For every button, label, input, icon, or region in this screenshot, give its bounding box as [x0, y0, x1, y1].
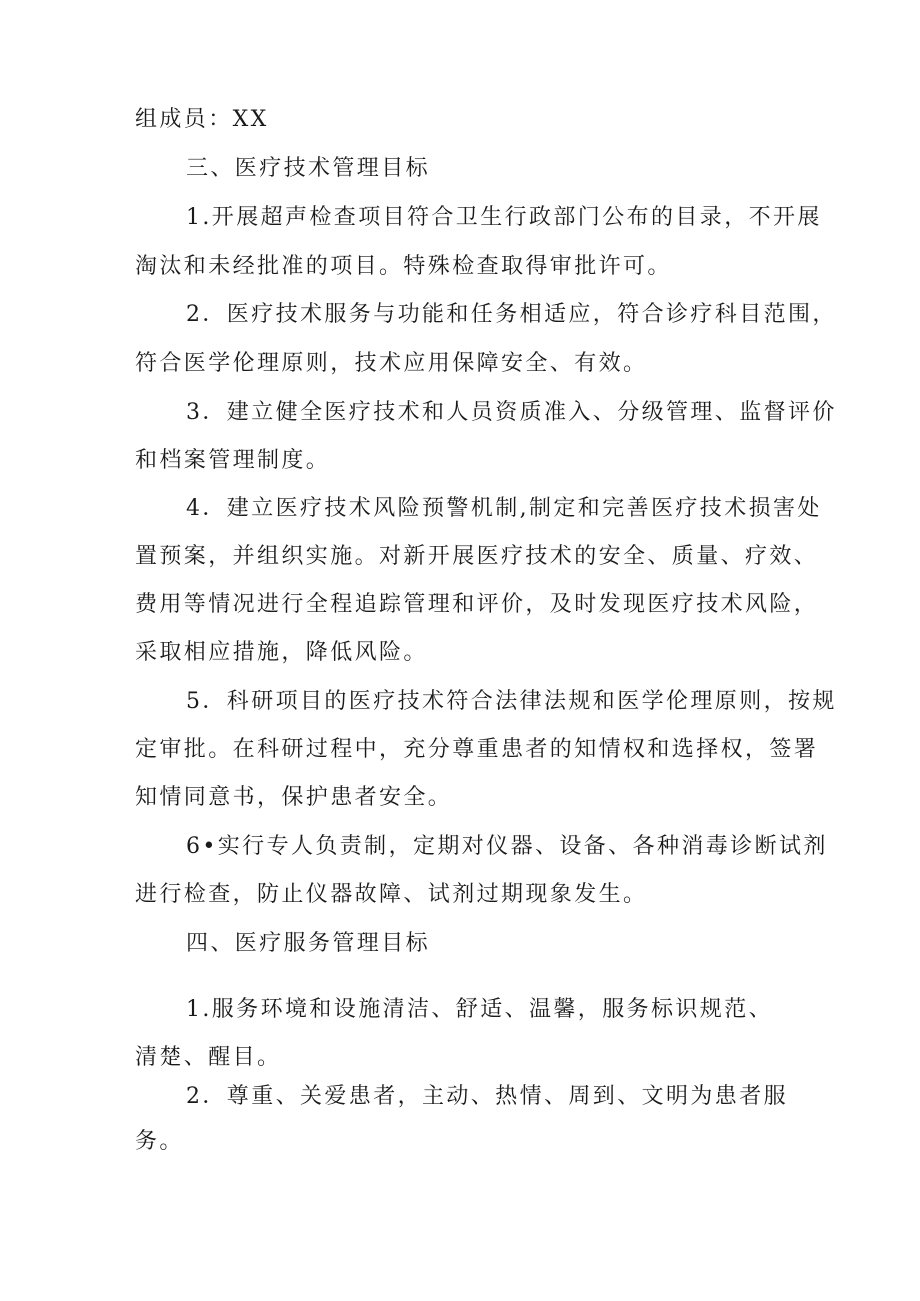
- section-heading-4: 四、医疗服务管理目标: [186, 931, 431, 956]
- paragraph-line: 务。: [135, 1129, 184, 1154]
- paragraph-line: 2．尊重、关爱患者，主动、热情、周到、文明为患者服: [186, 1084, 788, 1109]
- paragraph-line: 4．建立医疗技术风险预警机制,制定和完善医疗技术损害处: [186, 496, 822, 521]
- section-heading-3: 三、医疗技术管理目标: [186, 156, 431, 181]
- paragraph-line: 进行检查，防止仪器故障、试剂过期现象发生。: [135, 882, 648, 907]
- paragraph-line: 置预案，并组织实施。对新开展医疗技术的安全、质量、疗效、: [135, 544, 819, 569]
- paragraph-line: 采取相应措施，降低风险。: [135, 640, 428, 665]
- paragraph-line: 知情同意书，保护患者安全。: [135, 785, 453, 810]
- paragraph-line: 3．建立健全医疗技术和人员资质准入、分级管理、监督评价: [186, 400, 837, 425]
- paragraph-line: 淘汰和未经批准的项目。特殊检查取得审批许可。: [135, 254, 672, 279]
- paragraph-line: 2．医疗技术服务与功能和任务相适应，符合诊疗科目范围，: [186, 302, 837, 327]
- paragraph-line: 定审批。在科研过程中，充分尊重患者的知情权和选择权，签署: [135, 737, 819, 762]
- paragraph-line: 5．科研项目的医疗技术符合法律法规和医学伦理原则，按规: [186, 689, 837, 714]
- paragraph-line: 清楚、醒目。: [135, 1045, 282, 1070]
- paragraph-line: 1.开展超声检查项目符合卫生行政部门公布的目录，不开展: [186, 205, 822, 230]
- paragraph-line: 费用等情况进行全程追踪管理和评价，及时发现医疗技术风险，: [135, 592, 819, 617]
- members-line: 组成员：XX: [135, 107, 269, 132]
- paragraph-line: 符合医学伦理原则，技术应用保障安全、有效。: [135, 351, 648, 376]
- paragraph-line: 6•实行专人负责制，定期对仪器、设备、各种消毒诊断试剂: [186, 834, 828, 859]
- paragraph-line: 1.服务环境和设施清洁、舒适、温馨，服务标识规范、: [186, 997, 773, 1022]
- paragraph-line: 和档案管理制度。: [135, 448, 331, 473]
